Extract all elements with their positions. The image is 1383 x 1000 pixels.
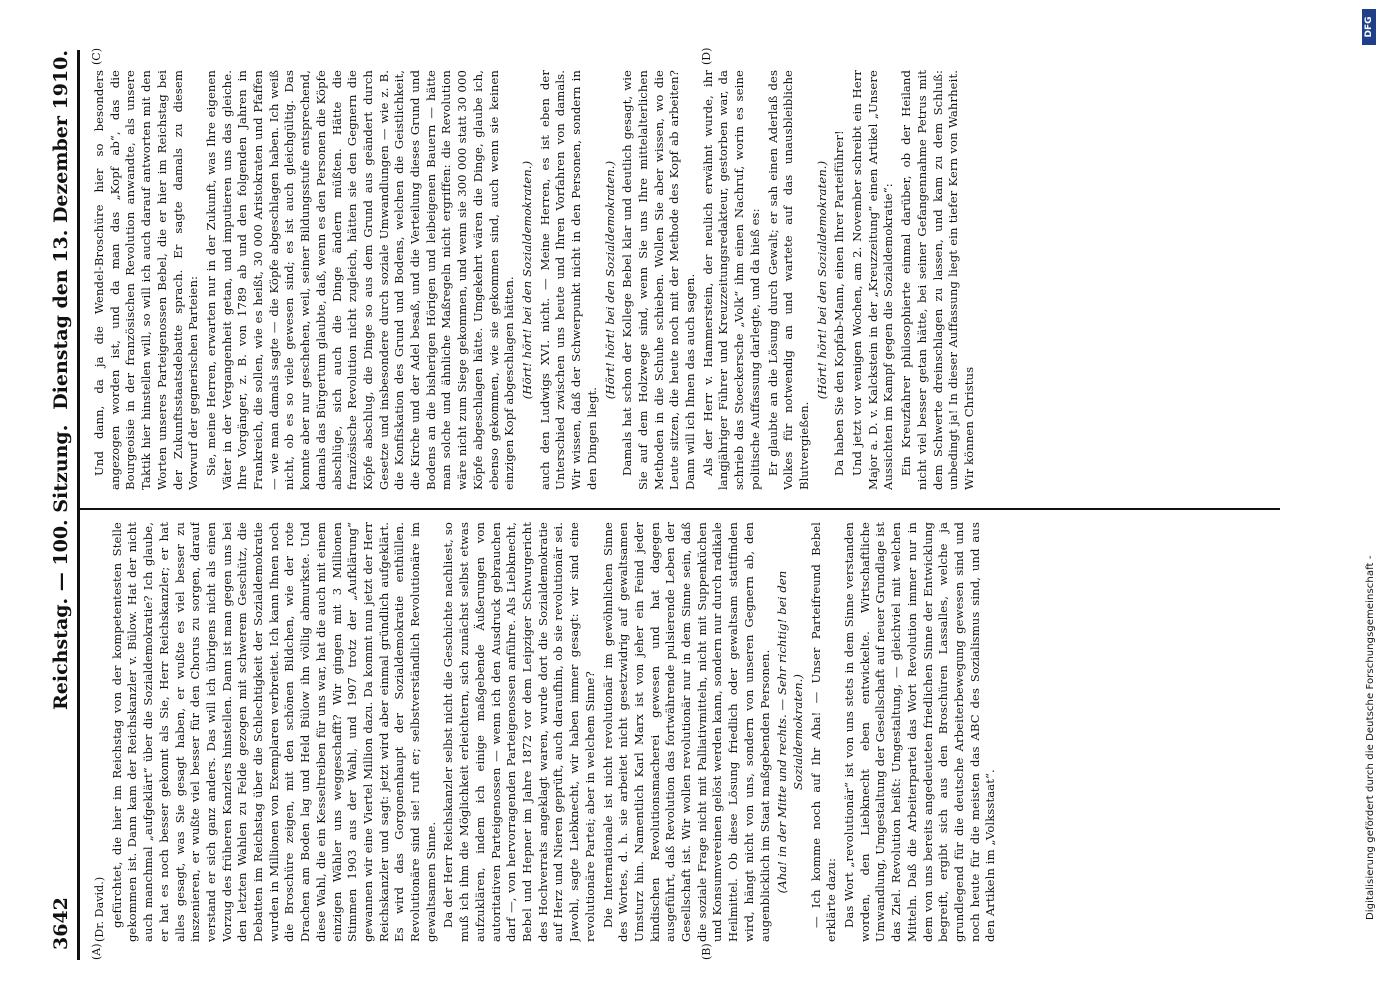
column-divider <box>80 508 1280 510</box>
margin-marker-d: (D) <box>700 47 713 65</box>
paragraph: Als der Herr v. Hammerstein, der neulich erwähnt wurde, ihr langjähriger Führer und Kreuzzeitungsredakteur, gestorben war, da schrieb das Stoeckersche „Volk“ ihm einen Nachruf, worin es seine politische Auffassung darlegte, und da hieß es: <box>700 70 762 490</box>
margin-marker-c: (C) <box>90 48 103 65</box>
speaker-label: (Dr. David.) <box>93 876 106 942</box>
left-column <box>92 522 1312 942</box>
paragraph: Und jetzt vor wenigen Wochen, am 2. November schreibt ein Herr Major a. D. v. Kalckstein in der „Kreuzzeitung“ einen Artikel „Unsere Aussichten im Kampf gegen die Sozialdemokratie“: <box>850 70 896 490</box>
session-date: Dienstag den 13. Dezember 1910. <box>50 50 72 410</box>
quote-paragraph: Die Internationale ist nicht revolutionär im gewöhnlichen Sinne des Wortes, d. h. sie arbeitet nicht gesetzwidrig auf gewaltsamen Umsturz hin. Namentlich Karl Marx ist von jeher ein Feind jeder kindischen Revolutionsmacherei gewesen und hat dagegen ausgeführt, daß Revolution das fortwährende pulsierende Leben der Gesellschaft ist. Wir wollen revolutionär nur in dem Sinne sein, daß die soziale Frage nicht mit Palliativmitteln, nicht mit Suppenküchen und Konsumvereinen gelöst werden kann, sondern nur durch radikale Heilmittel. Ob diese Lösung friedlich oder gewaltsam stattfinden wird, hängt nicht von uns, sondern von unseren Gegnern ab, den augenblicklich im Staat maßgebenden Personen. <box>600 522 772 942</box>
interjection: (Hört! hört! bei den Sozialdemokraten.) <box>519 160 534 400</box>
paragraph: Und dann, da ja die Wendel-Broschüre hier so besonders angezogen worden ist, und da man das „Kopf ab“, das die Bourgeoisie in der französischen Revolution anwandte, als unsere Taktik hier hinstellen will, so will ich auch darauf antworten mit den Worten unseres Parteigenossen Bebel, die er hier im Reichstag bei der Zukunftsstaatsdebatte sprach. Er sagte damals zu diesem Vorwurf der gegnerischen Parteien: <box>92 70 201 490</box>
right-column <box>92 70 1312 490</box>
quote-paragraph: auch den Ludwigs XVI. nicht. — Meine Herren, es ist eben der Unterschied zwischen uns heute und Ihren Vorfahren von damals. Wir wissen, daß der Schwerpunkt nicht in den Personen, sondern in den Dingen liegt. <box>537 70 599 490</box>
session-title: Reichstag. — 100. Sitzung. <box>50 424 72 710</box>
dfg-logo: DFG <box>1362 9 1376 45</box>
quote-paragraph: Das Wort „revolutionär“ ist von uns stets in dem Sinne verstanden worden, den Liebknecht eben entwickelte. Wirtschaftliche Umwandlung, Umgestaltung der Gesellschaft auf neuer Grundlage ist das Ziel. Revolution heißt: Umgestaltung, — gleichviel mit welchen Mitteln. Daß die Arbeiterpartei das Wort Revolution immer nur in dem von uns bereits angedeuteten friedlichen Sinne der Entwicklung begreift, ergibt sich aus den Broschüren Lassalles, welche ja grundlegend für die deutsche Arbeiterbewegung gewesen sind und noch heute für die meisten das ABC des Sozialismus sind, und aus den Artikeln im „Volksstaat“. <box>842 522 998 942</box>
quote-paragraph: Er glaubte an die Lösung durch Gewalt; er sah einen Aderlaß des Volkes für notwendig an und wartete auf das unausbleibliche Blutvergießen. <box>765 70 811 490</box>
paragraph: Damals hat schon der Kollege Bebel klar und deutlich gesagt, wie Sie auf dem Holzwege sind, wenn Sie uns Ihre mittelalterlichen Methoden in die Schuhe schieben. Wollen Sie aber wissen, wo die Leute sitzen, die heute noch mit der Methode des Kopf ab arbeiten? Dann will ich Ihnen das auch sagen. <box>620 70 698 490</box>
page-number: 3642 <box>50 897 72 950</box>
interjection: (Aha! in der Mitte und rechts. — Sehr richtig! bei den Sozialdemokraten.) <box>775 570 805 894</box>
interjection: (Hört! hört! bei den Sozialdemokraten.) <box>602 160 617 400</box>
paragraph: Da der Herr Reichskanzler selbst nicht die Geschichte nachliest, so muß ich ihm die Möglichkeit erleichtern, sich zunächst selbst etwas aufzuklären, indem ich einige maßgebende Äußerungen von autoritativen Parteigenossen — wenn ich den Ausdruck gebrauchen darf —, von hervorragenden Parteigenossen anführe. Als Liebknecht, Bebel und Hepner im Jahre 1872 vor dem Leipziger Schwurgericht des Hochverrats angeklagt waren, wurde dort die Sozialdemokratie auf Herz und Nieren geprüft, auch daraufhin, ob sie revolutionär sei. Jawohl, sagte Liebknecht, wir haben immer gesagt: wir sind eine revolutionäre Partei; aber in welchem Sinne? <box>441 522 597 942</box>
margin-marker-a: (A) <box>90 943 103 960</box>
quote-paragraph: Ein Kreuzfahrer philosophierte einmal darüber, ob der Heiland nicht viel besser getan hätte, bei seiner Gefangennahme Petrus mit dem Schwerte dreinschlagen zu lassen, und kam zu dem Schluß: unbedingt ja! In dieser Auffassung liegt ein tiefer Kern von Wahrheit. Wir können Christus <box>899 70 976 490</box>
paragraph: Da haben Sie den Kopfab-Mann, einen Ihrer Parteiführer! <box>832 130 847 476</box>
paragraph: gefürchtet, die hier im Reichstag von der kompetentesten Stelle gekommen ist. Dann kam der Reichskanzler v. Bülow. Hat der nicht auch manchmal „aufgeklärt“ über die Sozialdemokratie? Ich glaube, er hat es noch besser gekonnt als Sie, Herr Reichskanzler; er hat alles gesagt, was Sie gesagt haben, er wußte es viel besser zu inszenieren, er wußte viel besser für den Chorus zu sorgen, darauf verstand er sich ganz anders. Das will ich übrigens nicht als einen Vorzug des früheren Kanzlers hinstellen. Dann ist man gegen uns bei den letzten Wahlen zu Felde gezogen mit schwerem Geschütz, die Debatten im Reichstag über die Schlechtigkeit der Sozialdemokratie wurden in Millionen von Exemplaren verbreitet. Ich kann Ihnen noch die Broschüre zeigen, mit den schönen Bildchen, wie der rote Drachen am Boden lag und Held Bülow ihn völlig abmurkste. Und diese Wahl, die ein Kesseltreiben für uns war, hat die auch mit einem einzigen Wähler uns weggeschafft? Wir gingen mit 3 Millionen Stimmen 1903 aus der Wahl, und 1907 trotz der „Aufklärung“ gewannen wir eine Viertel Million dazu. Da kommt nun jetzt der Herr Reichskanzler und sagt: jetzt wird aber einmal gründlich aufgeklärt. Es wird das Gorgonenhaupt der Sozialdemokratie enthüllen. Revolutionäre sind sie! ruft er; selbstverständlich Revolutionäre im gewaltsamen Sinne. <box>109 522 438 942</box>
digitization-credit: Digitalisierung gefördert durch die Deutsche Forschungsgemeinschaft - <box>1365 555 1376 920</box>
page-header <box>50 50 76 950</box>
interjection: (Hört! hört! bei den Sozialdemokraten.) <box>814 160 829 400</box>
paragraph: — Ich komme noch auf Ihr Aha! — Unser Parteifreund Bebel erklärte dazu: <box>808 522 839 942</box>
quote-paragraph: Sie, meine Herren, erwarten nur in der Zukunft, was Ihre eigenen Väter in der Vergangenheit getan, und imputieren uns das gleiche. Ihre Vorgänger, z. B. von 1789 ab und den folgenden Jahren in Frankreich, die sollen, wie es heißt, 30 000 Aristokraten und Pfaffen — wie man damals sagte — die Köpfe abgeschlagen haben. Ich weiß nicht, ob es so viele gewesen sind; es ist auch gleichgültig. Das konnte aber nur geschehen, weil, seiner Bildungsstufe entsprechend, damals das Bürgertum glaubte, daß, wenn es den Personen die Köpfe abschlüge, sich auch die Dinge ändern müßten. Hätte die französische Revolution nicht zugleich, hätten sie den Gegnern die Köpfe abschlug, die Dinge so aus dem Grund aus geändert durch Gesetze und insbesondere durch soziale Umwandlungen — wie z. B. die Konfiskation des Grund und Bodens, welchen die Geistlichkeit, die Kirche und der Adel besaß, und die Verteilung dieses Grund und Bodens an die bisherigen Hörigen und leibeigenen Bauern — hätte man solche und ähnliche Maßregeln nicht ergriffen: die Revolution wäre nicht zum Siege gekommen, und wenn sie 300 000 statt 30 000 Köpfe abgeschlagen hätte. Umgekehrt wären die Dinge, glaube ich, ebenso gekommen, wie sie gekommen sind, auch wenn sie keinen einzigen Kopf abgeschlagen hätten. <box>203 70 517 490</box>
header-rule <box>77 50 80 960</box>
margin-marker-b: (B) <box>700 943 713 960</box>
